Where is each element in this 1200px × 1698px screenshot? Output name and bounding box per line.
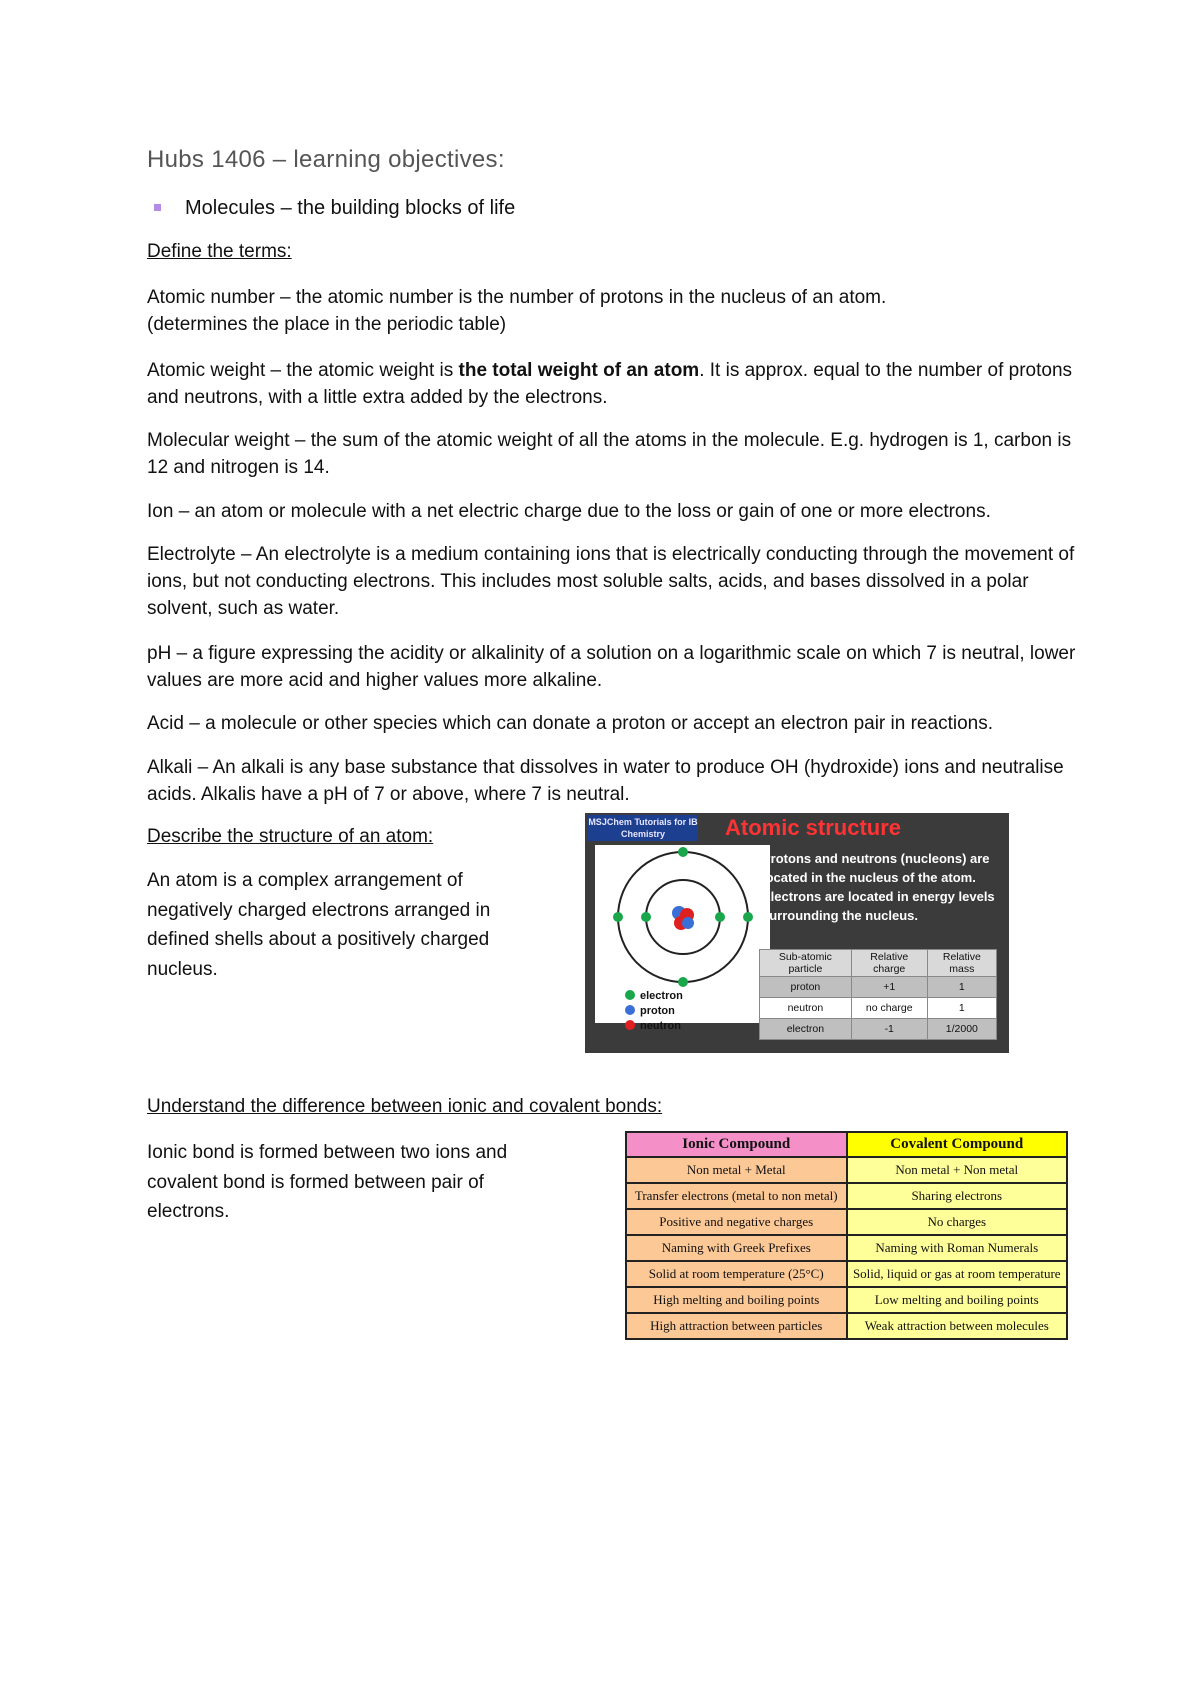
legend-proton [625, 1004, 683, 1019]
table-cell: Low melting and boiling points [847, 1287, 1068, 1313]
table-header-row [760, 950, 997, 977]
table-cell: No charges [847, 1209, 1068, 1235]
table-cell: 1 [927, 998, 996, 1019]
table-row [760, 977, 997, 998]
table-cell: +1 [851, 977, 927, 998]
table-cell: 1 [927, 977, 996, 998]
figure-description: Protons and neutrons (nucleons) are located in the nucleus of the atom. Electrons are located in energy levels surrounding the nucleus. [762, 851, 995, 923]
table-cell: Solid at room temperature (25°C) [626, 1261, 847, 1287]
bullet-text: Molecules – the building blocks of life [185, 197, 516, 219]
msjchem-logo: MSJChem Tutorials for IB Chemistry [588, 817, 698, 839]
ionic-header: Ionic Compound [626, 1132, 847, 1157]
term-atomic-weight-pre: Atomic weight – the atomic weight is [147, 360, 459, 381]
term-atomic-number-text: Atomic number – the atomic number is the number of protons in the nucleus of an atom. [147, 287, 887, 308]
table-row [760, 998, 997, 1019]
legend-label: proton [640, 1005, 675, 1017]
table-cell: no charge [851, 998, 927, 1019]
table-row [626, 1183, 1067, 1209]
table-cell: Positive and negative charges [626, 1209, 847, 1235]
compound-comparison-table [625, 1131, 1068, 1340]
table-cell: neutron [760, 998, 852, 1019]
term-atomic-number-note: (determines the place in the periodic table) [147, 314, 507, 335]
atom-description: An atom is a complex arrangement of negatively charged electrons arranged in defined shells about a positively charged nucleus. [147, 870, 491, 980]
table-cell: proton [760, 977, 852, 998]
page-title: Hubs 1406 – learning objectives: [147, 146, 505, 173]
electron-dot-icon [625, 990, 635, 1000]
table-cell: Naming with Greek Prefixes [626, 1235, 847, 1261]
figure-title: Atomic structure [725, 815, 902, 840]
legend-neutron [625, 1019, 683, 1034]
section-heading-define: Define the terms: [147, 241, 292, 262]
table-cell: 1/2000 [927, 1019, 996, 1040]
table-row [626, 1235, 1067, 1261]
term-atomic-weight [147, 357, 1077, 411]
term-ion: Ion – an atom or molecule with a net electric charge due to the loss or gain of one or more electrons. [147, 501, 991, 522]
table-cell: Solid, liquid or gas at room temperature [847, 1261, 1068, 1287]
table-cell: High melting and boiling points [626, 1287, 847, 1313]
table-cell: Non metal + Non metal [847, 1157, 1068, 1183]
table-cell: electron [760, 1019, 852, 1040]
bond-description: Ionic bond is formed between two ions and covalent bond is formed between pair of electrons. [147, 1142, 508, 1222]
table-header-cell: Sub-atomic particle [760, 950, 852, 977]
term-alkali: Alkali – An alkali is any base substance that dissolves in water to produce OH (hydroxide) ions and neutralise acids. Alkalis have a pH of 7 or above, where 7 is neutral. [147, 757, 1064, 805]
table-header-cell: Relative mass [927, 950, 996, 977]
table-row [626, 1157, 1067, 1183]
term-atomic-weight-post: . It is approx. equal to the number of protons and neutrons, with a little extra added by the electrons. [147, 360, 1073, 408]
neutron-dot-icon [625, 1020, 635, 1030]
table-header-cell: Relative charge [851, 950, 927, 977]
table-row [626, 1261, 1067, 1287]
table-cell: Non metal + Metal [626, 1157, 847, 1183]
table-cell: Sharing electrons [847, 1183, 1068, 1209]
legend-electron [625, 989, 683, 1004]
particle-table [759, 949, 997, 1040]
term-atomic-number [147, 284, 1077, 338]
bullet-item [185, 197, 515, 220]
section-heading-bonds: Understand the difference between ionic and covalent bonds: [147, 1096, 663, 1117]
table-cell: Transfer electrons (metal to non metal) [626, 1183, 847, 1209]
term-electrolyte: Electrolyte – An electrolyte is a medium containing ions that is electrically conducting through the movement of ions, but not conducting electrons. This includes most soluble salts, acids, and bases dissolved in a polar solvent, such as water. [147, 544, 1075, 619]
atomic-structure-figure [585, 813, 1009, 1053]
table-header-row [626, 1132, 1067, 1157]
section-heading-structure: Describe the structure of an atom: [147, 826, 434, 847]
legend-label: neutron [640, 1020, 681, 1032]
table-cell: Weak attraction between molecules [847, 1313, 1068, 1339]
term-atomic-weight-bold: the total weight of an atom [458, 360, 700, 381]
legend-label: electron [640, 990, 683, 1002]
table-row [626, 1313, 1067, 1339]
bullet-marker-icon [154, 204, 161, 211]
table-row [760, 1019, 997, 1040]
term-acid: Acid – a molecule or other species which can donate a proton or accept an electron pair in reactions. [147, 713, 993, 734]
term-molecular-weight: Molecular weight – the sum of the atomic weight of all the atoms in the molecule. E.g. hydrogen is 1, carbon is 12 and nitrogen is 14. [147, 430, 1072, 478]
table-cell: High attraction between particles [626, 1313, 847, 1339]
table-cell: -1 [851, 1019, 927, 1040]
term-ph: pH – a figure expressing the acidity or alkalinity of a solution on a logarithmic scale on which 7 is neutral, lower values are more acid and higher values more alkaline. [147, 643, 1076, 691]
table-row [626, 1209, 1067, 1235]
covalent-header: Covalent Compound [847, 1132, 1068, 1157]
table-row [626, 1287, 1067, 1313]
atom-legend [625, 989, 683, 1034]
proton-dot-icon [625, 1005, 635, 1015]
table-cell: Naming with Roman Numerals [847, 1235, 1068, 1261]
